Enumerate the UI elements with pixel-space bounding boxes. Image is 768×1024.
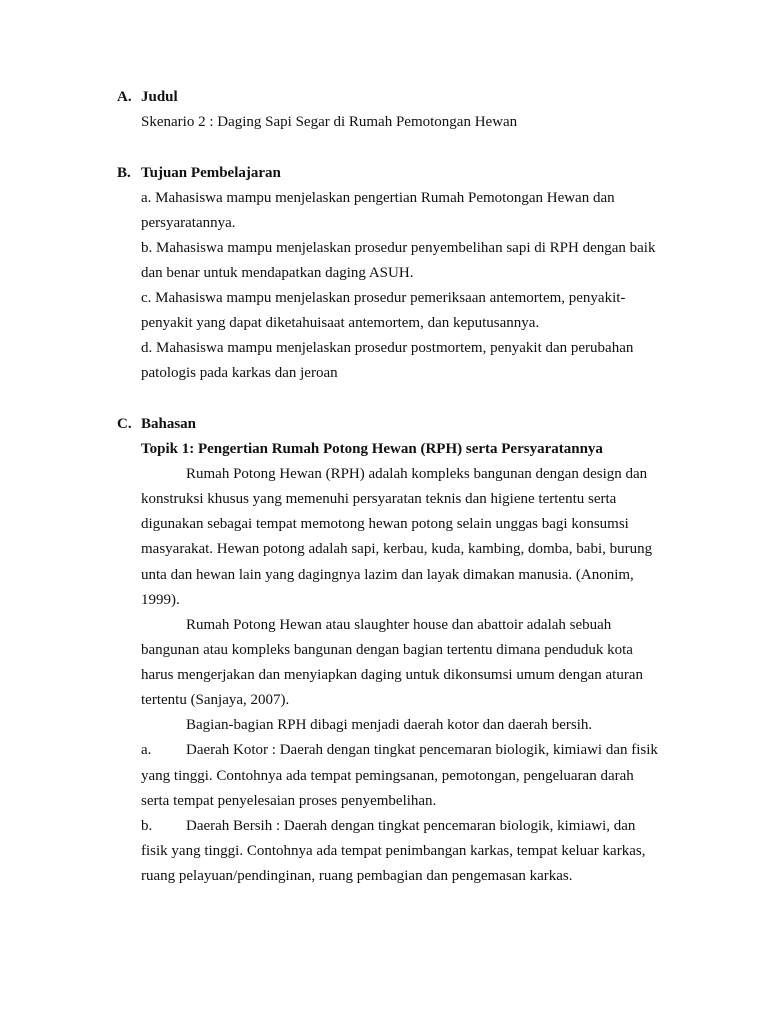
list-item-line: yang tinggi. Contohnya ada tempat pemingsanan, pemotongan, pengeluaran darah [141, 768, 634, 784]
objective-line: penyakit yang dapat diketahuisaat antemortem, dan keputusannya. [141, 315, 540, 331]
objective-line: persyaratannya. [141, 215, 236, 231]
objective-line: a. Mahasiswa mampu menjelaskan pengertian Rumah Pemotongan Hewan dan [141, 190, 615, 206]
list-marker-b: b. [141, 818, 153, 834]
list-item-line: ruang pelayuan/pendinginan, ruang pembagian dan pengemasan karkas. [141, 868, 573, 884]
paragraph-line: Bagian-bagian RPH dibagi menjadi daerah kotor dan daerah bersih. [186, 717, 593, 733]
list-item-line: fisik yang tinggi. Contohnya ada tempat penimbangan karkas, tempat keluar karkas, [141, 843, 646, 859]
objective-line: c. Mahasiswa mampu menjelaskan prosedur pemeriksaan antemortem, penyakit- [141, 290, 626, 306]
list-marker-a: a. [141, 742, 152, 758]
paragraph-line: tertentu (Sanjaya, 2007). [141, 692, 290, 708]
paragraph-line: harus mengerjakan dan menyiapkan daging untuk dikonsumsi umum dengan aturan [141, 667, 643, 683]
objective-line: dan benar untuk mendapatkan daging ASUH. [141, 265, 414, 281]
paragraph-line: bangunan atau kompleks bangunan dengan bagian tertentu dimana penduduk kota [141, 642, 633, 658]
objective-line: d. Mahasiswa mampu menjelaskan prosedur postmortem, penyakit dan perubahan [141, 340, 634, 356]
paragraph-line: konstruksi khusus yang memenuhi persyaratan teknis dan higiene tertentu serta [141, 491, 617, 507]
topic-title: Topik 1: Pengertian Rumah Potong Hewan (RPH) serta Persyaratannya [141, 441, 603, 457]
section-a-letter: A. [117, 89, 132, 105]
paragraph-line: unta dan hewan lain yang dagingnya lazim dan layak dimakan manusia. (Anonim, [141, 567, 634, 583]
section-b-letter: B. [117, 165, 131, 181]
list-item-line: Daerah Kotor : Daerah dengan tingkat pencemaran biologik, kimiawi dan fisik [186, 742, 658, 758]
paragraph-line: masyarakat. Hewan potong adalah sapi, kerbau, kuda, kambing, domba, babi, burung [141, 541, 653, 557]
list-item-line: Daerah Bersih : Daerah dengan tingkat pencemaran biologik, kimiawi, dan [186, 818, 636, 834]
paragraph-line: Rumah Potong Hewan (RPH) adalah kompleks bangunan dengan design dan [186, 466, 648, 482]
objective-line: b. Mahasiswa mampu menjelaskan prosedur penyembelihan sapi di RPH dengan baik [141, 240, 656, 256]
paragraph-line: 1999). [141, 592, 180, 608]
section-c-letter: C. [117, 416, 132, 432]
section-a-heading: Judul [141, 89, 178, 105]
paragraph-line: Rumah Potong Hewan atau slaughter house dan abattoir adalah sebuah [186, 617, 612, 633]
section-b-heading: Tujuan Pembelajaran [141, 165, 281, 181]
list-item-line: serta tempat penyelesaian proses penyembelihan. [141, 793, 437, 809]
objective-line: patologis pada karkas dan jeroan [141, 365, 338, 381]
paragraph-line: digunakan sebagai tempat memotong hewan potong selain unggas bagi konsumsi [141, 516, 629, 532]
section-c-heading: Bahasan [141, 416, 197, 432]
section-a-subtitle: Skenario 2 : Daging Sapi Segar di Rumah Pemotongan Hewan [141, 114, 518, 130]
